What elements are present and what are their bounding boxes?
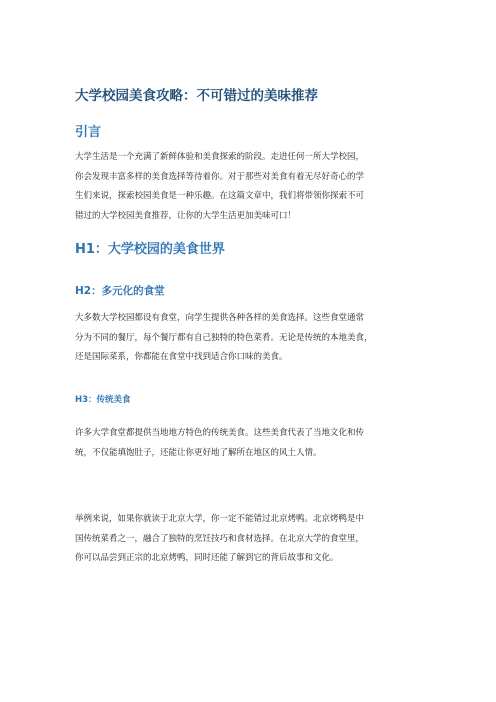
paragraph-line: 大学生活是一个充满了新鲜体验和美食探索的阶段。走进任何一所大学校园， (75, 152, 365, 162)
document-title: 大学校园美食攻略：不可错过的美味推荐 (75, 88, 318, 104)
paragraph-line: 你可以品尝到正宗的北京烤鸭，同时还能了解到它的背后故事和文化。 (75, 553, 339, 563)
paragraph-line: 大多数大学校园都设有食堂，向学生提供各种各样的美食选择。这些食堂通常 (75, 313, 365, 323)
paragraph-line: 错过的大学校园美食推荐，让你的大学生活更加美味可口！ (75, 210, 297, 221)
paragraph-line: 还是国际菜系，你都能在食堂中找到适合你口味的美食。 (75, 352, 288, 362)
paragraph-line: 国传统菜肴之一，融合了独特的烹饪技巧和食材选择。在北京大学的食堂里， (75, 533, 365, 544)
intro-heading: 引言 (75, 125, 102, 140)
canteen-paragraph (75, 309, 435, 368)
paragraph-line: 生们来说，探索校园美食是一种乐趣。在这篇文章中，我们将带领你探索不可 (75, 191, 365, 201)
paragraph-line: 你会发现丰富多样的美食选择等待着你。对于那些对美食有着无尽好奇心的学 (75, 171, 365, 182)
section-heading-h3: H3：传统美食 (75, 395, 131, 405)
paragraph-line: 许多大学食堂都提供当地地方特色的传统美食。这些美食代表了当地文化和传 (75, 428, 365, 438)
traditional-food-paragraph (75, 424, 435, 463)
paragraph-line: 统，不仅能填饱肚子，还能让你更好地了解所在地区的风土人情。 (75, 447, 322, 458)
paragraph-line: 举例来说，如果你就读于北京大学，你一定不能错过北京烤鸭。北京烤鸭是中 (75, 514, 365, 524)
section-heading-h1: H1：大学校园的美食世界 (75, 242, 225, 257)
section-heading-h2: H2：多元化的食堂 (75, 285, 165, 297)
paragraph-line: 分为不同的餐厅，每个餐厅都有自己独特的特色菜肴。无论是传统的本地美食， (75, 332, 373, 343)
example-paragraph (75, 510, 435, 569)
intro-paragraph (75, 148, 435, 226)
